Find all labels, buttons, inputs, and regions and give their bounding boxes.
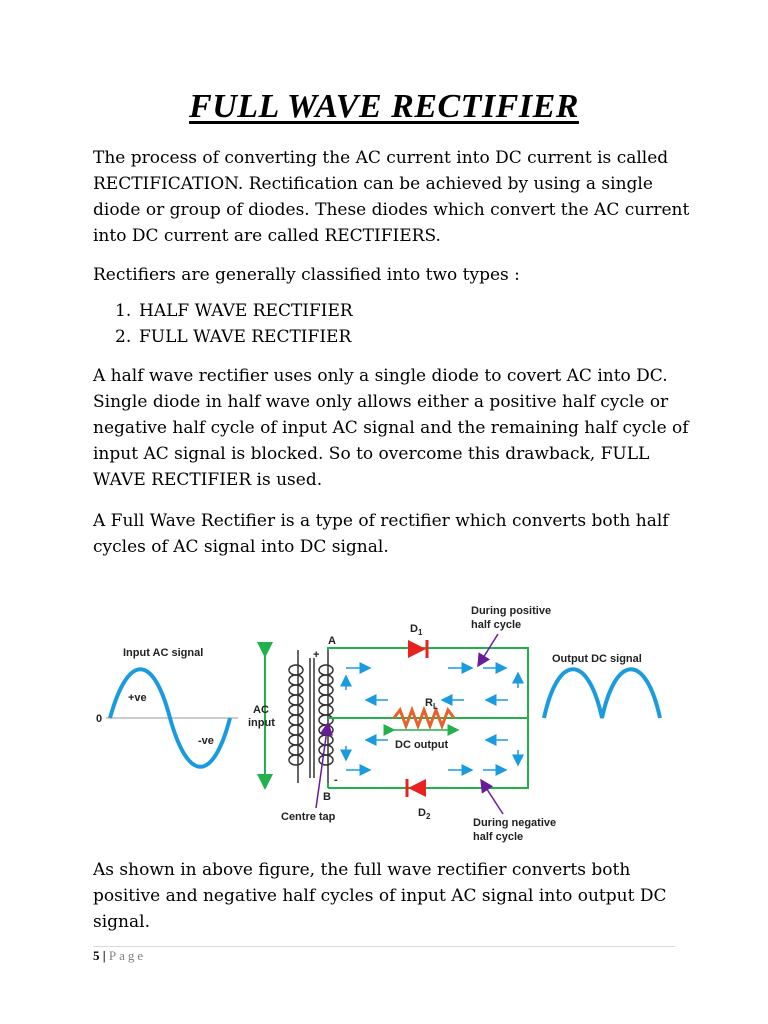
list-label: HALF WAVE RECTIFIER — [139, 301, 353, 321]
during-positive-line2: half cycle — [471, 619, 522, 631]
page-title: FULL WAVE RECTIFIER — [189, 88, 579, 125]
d1-label: $D_1$ — [410, 623, 423, 637]
positive-pointer-arrow — [478, 634, 498, 666]
dc-output-label: DC output — [395, 739, 449, 751]
list-item — [115, 324, 353, 350]
list-label: FULL WAVE RECTIFIER — [139, 327, 352, 347]
during-negative-line1: During negative — [473, 817, 557, 829]
secondary-coil — [319, 650, 333, 783]
footer-separator: | — [102, 948, 106, 963]
output-dc-label: Output DC signal — [552, 653, 642, 665]
input-ac-label: Input AC signal — [123, 647, 204, 659]
diode-d1-icon — [408, 640, 427, 658]
positive-half-label: +ve — [128, 692, 147, 704]
page-number: 5 — [93, 948, 100, 963]
list-number: 1. — [115, 301, 132, 321]
footer-divider — [93, 946, 675, 947]
node-a-label: A — [328, 635, 336, 647]
plus-sign: + — [313, 649, 320, 661]
list-item — [115, 298, 353, 324]
negative-half-label: -ve — [198, 735, 214, 747]
half-wave-paragraph: A half wave rectifier uses only a single diode to covert AC into DC. Single diode in half wave only allows either a positive half cycle or negative half cycle of input AC signal and the remaining half cycle of input AC signal is blocked. So to overcome this drawback, FULL WAVE RECTIFIER is used. — [93, 366, 689, 490]
diode-d2-icon — [407, 779, 426, 797]
input-word-label: input — [248, 717, 275, 729]
list-number: 2. — [115, 327, 132, 347]
rectifier-types-list — [115, 298, 353, 350]
zero-label: 0 — [96, 713, 103, 725]
intro-paragraph: The process of converting the AC current into DC current is called RECTIFICATION. Rectification can be achieved by using a single diode or group of diodes. These diodes which convert the AC current into DC current are called RECTIFIERS. — [93, 148, 690, 246]
primary-coil — [289, 650, 303, 783]
full-wave-paragraph: A Full Wave Rectifier is a type of rectifier which converts both half cycles of AC signal into DC signal. — [93, 511, 669, 557]
during-negative-line2: half cycle — [473, 831, 524, 843]
full-wave-rectifier-diagram — [88, 598, 688, 848]
conclusion-paragraph: As shown in above figure, the full wave rectifier converts both positive and negative half cycles of input AC signal into output DC signal. — [93, 860, 667, 932]
negative-pointer-arrow — [481, 780, 503, 814]
during-positive-line1: During positive — [471, 605, 552, 617]
node-b-label: B — [323, 791, 331, 803]
d2-label: $D_2$ — [418, 807, 431, 821]
centre-tap-label: Centre tap — [281, 811, 336, 823]
output-dc-wave — [544, 669, 660, 718]
rl-label: $R_L$ — [425, 697, 438, 711]
minus-sign: - — [334, 774, 338, 786]
ac-label: AC — [253, 704, 269, 716]
transformer-core — [310, 658, 314, 778]
page-word: Page — [108, 948, 147, 963]
page-footer — [93, 948, 146, 964]
types-intro-paragraph: Rectifiers are generally classified into two types : — [93, 265, 520, 285]
